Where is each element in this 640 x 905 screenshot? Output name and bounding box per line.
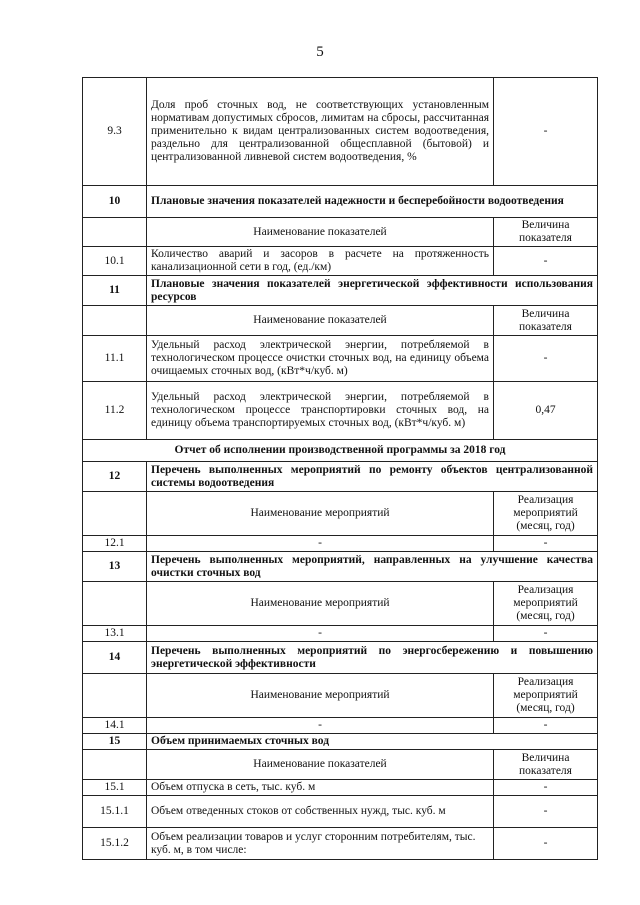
- page-number: 5: [316, 44, 324, 60]
- section-row: [83, 642, 598, 674]
- row-number: 11.1: [83, 336, 147, 382]
- empty-cell: [83, 582, 147, 626]
- section-title: Плановые значения показателей надежности и бесперебойности водоотведения: [147, 186, 598, 218]
- section-row: [83, 462, 598, 492]
- column-header-row: [83, 674, 598, 718]
- table-row: [83, 780, 598, 796]
- indicator-name: Объем отпуска в сеть, тыс. куб. м: [147, 780, 494, 796]
- section-row: [83, 186, 598, 218]
- event-name: -: [147, 626, 494, 642]
- table-row: [83, 78, 598, 186]
- indicator-name: Объем реализации товаров и услуг сторонним потребителям, тыс. куб. м, в том числе:: [147, 828, 494, 860]
- table-row: [83, 536, 598, 552]
- empty-cell: [83, 674, 147, 718]
- table-row: [83, 796, 598, 828]
- empty-cell: [83, 306, 147, 336]
- value-column-header: Величина показателя: [494, 218, 598, 247]
- table-row: [83, 718, 598, 734]
- name-column-header: Наименование мероприятий: [147, 582, 494, 626]
- report-heading: Отчет об исполнении производственной программы за 2018 год: [83, 440, 598, 462]
- indicator-value: -: [494, 336, 598, 382]
- section-number: 10: [83, 186, 147, 218]
- event-date: -: [494, 536, 598, 552]
- section-row: [83, 552, 598, 582]
- name-column-header: Наименование мероприятий: [147, 674, 494, 718]
- row-number: 12.1: [83, 536, 147, 552]
- row-number: 14.1: [83, 718, 147, 734]
- row-number: 10.1: [83, 247, 147, 276]
- value-column-header: Реализация мероприятий (месяц, год): [494, 674, 598, 718]
- column-header-row: [83, 306, 598, 336]
- value-column-header: Величина показателя: [494, 306, 598, 336]
- name-column-header: Наименование показателей: [147, 218, 494, 247]
- section-title: Объем принимаемых сточных вод: [147, 734, 598, 750]
- column-header-row: [83, 582, 598, 626]
- section-row: [83, 276, 598, 306]
- section-number: 15: [83, 734, 147, 750]
- indicators-table: [82, 77, 598, 860]
- section-row: [83, 734, 598, 750]
- event-date: -: [494, 718, 598, 734]
- section-number: 14: [83, 642, 147, 674]
- event-name: -: [147, 536, 494, 552]
- indicator-value: 0,47: [494, 382, 598, 440]
- table-row: [83, 382, 598, 440]
- section-title: Перечень выполненных мероприятий по ремонту объектов централизованной системы водоотведения: [147, 462, 598, 492]
- empty-cell: [83, 218, 147, 247]
- section-title: Перечень выполненных мероприятий, направленных на улучшение качества очистки сточных вод: [147, 552, 598, 582]
- indicator-name: Количество аварий и засоров в расчете на протяженность канализационной сети в год, (ед./км): [147, 247, 494, 276]
- empty-cell: [83, 492, 147, 536]
- column-header-row: [83, 492, 598, 536]
- indicator-name: Удельный расход электрической энергии, потребляемой в технологическом процессе транспортировки сточных вод, на единицу объема транспортируемых сточных вод, (кВт*ч/куб. м): [147, 382, 494, 440]
- row-number: 13.1: [83, 626, 147, 642]
- section-number: 13: [83, 552, 147, 582]
- row-number: 15.1: [83, 780, 147, 796]
- section-title: Плановые значения показателей энергетической эффективности использования ресурсов: [147, 276, 598, 306]
- table-row: [83, 626, 598, 642]
- indicator-value: -: [494, 796, 598, 828]
- name-column-header: Наименование показателей: [147, 306, 494, 336]
- indicator-value: -: [494, 247, 598, 276]
- indicator-name: Удельный расход электрической энергии, потребляемой в технологическом процессе очистки сточных вод, на единицу объема очищаемых сточных вод, (кВт*ч/куб. м): [147, 336, 494, 382]
- section-number: 12: [83, 462, 147, 492]
- value-column-header: Реализация мероприятий (месяц, год): [494, 582, 598, 626]
- indicator-value: -: [494, 78, 598, 186]
- table-row: [83, 247, 598, 276]
- value-column-header: Величина показателя: [494, 750, 598, 780]
- table-row: [83, 828, 598, 860]
- row-number: 15.1.2: [83, 828, 147, 860]
- event-date: -: [494, 626, 598, 642]
- indicator-name: Доля проб сточных вод, не соответствующих установленным нормативам допустимых сбросов, лимитам на сбросы, рассчитанная применительно к видам централизованных систем водоотведения, раздельно для централизованной общесплавной (бытовой) и централизованной ливневой систем водоотведения, %: [147, 78, 494, 186]
- row-number: 9.3: [83, 78, 147, 186]
- empty-cell: [83, 750, 147, 780]
- column-header-row: [83, 218, 598, 247]
- event-name: -: [147, 718, 494, 734]
- name-column-header: Наименование показателей: [147, 750, 494, 780]
- indicator-name: Объем отведенных стоков от собственных нужд, тыс. куб. м: [147, 796, 494, 828]
- indicator-value: -: [494, 780, 598, 796]
- section-number: 11: [83, 276, 147, 306]
- row-number: 11.2: [83, 382, 147, 440]
- row-number: 15.1.1: [83, 796, 147, 828]
- value-column-header: Реализация мероприятий (месяц, год): [494, 492, 598, 536]
- table-row: [83, 336, 598, 382]
- column-header-row: [83, 750, 598, 780]
- name-column-header: Наименование мероприятий: [147, 492, 494, 536]
- section-title: Перечень выполненных мероприятий по энергосбережению и повышению энергетической эффективности: [147, 642, 598, 674]
- report-heading-row: [83, 440, 598, 462]
- indicator-value: -: [494, 828, 598, 860]
